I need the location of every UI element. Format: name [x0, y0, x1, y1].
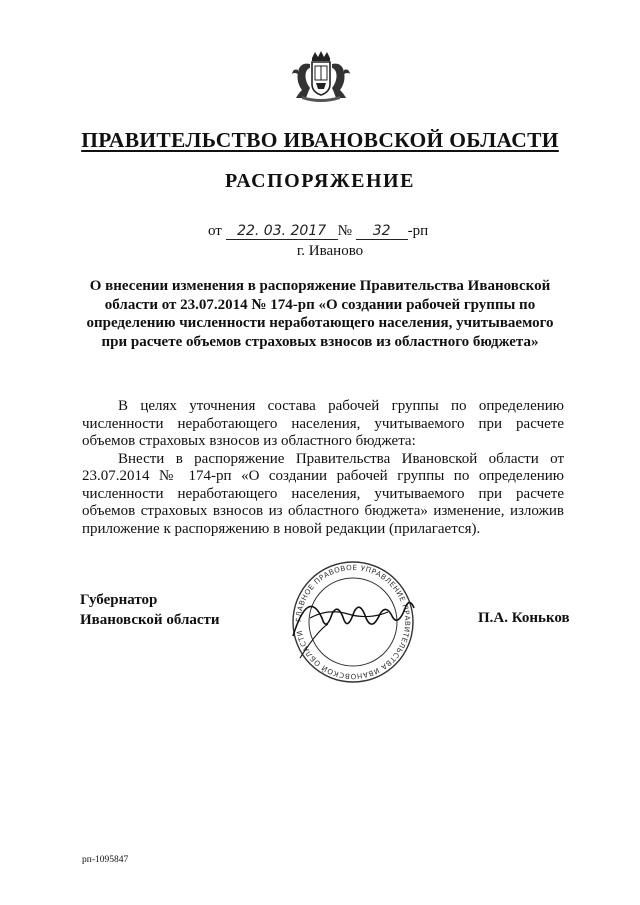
organization-title: ПРАВИТЕЛЬСТВО ИВАНОВСКОЙ ОБЛАСТИ	[81, 128, 559, 152]
handwritten-number: 32	[356, 223, 408, 240]
official-stamp-icon	[288, 558, 418, 686]
registration-line	[208, 223, 428, 240]
handwritten-date: 22. 03. 2017	[226, 223, 338, 240]
number-suffix: -рп	[407, 223, 429, 239]
document-code: рп-1095847	[82, 855, 129, 865]
date-prefix: от	[208, 223, 222, 239]
city-line: г. Иваново	[296, 243, 364, 259]
number-sign: №	[337, 223, 352, 239]
signer-name: П.А. Коньков	[478, 610, 570, 626]
body-paragraph: В целях уточнения состава рабочей группы по определению численности неработающего населения, учитываемого при расчете объемов страховых взносов из областного бюджета:	[82, 398, 564, 449]
body-paragraph: Внести в распоряжение Правительства Ивановской области от 23.07.2014 № 174-рп «О создании рабочей группы по определению численности неработающего населения, учитываемого при расчете объемов страховых взносов из областного бюджета» изменение, изложив приложение к распоряжению в новой редакции (прилагается).	[82, 450, 564, 537]
signer-position	[80, 590, 220, 630]
document-subject: О внесении изменения в распоряжение Правительства Ивановской области от 23.07.2014 № 174-рп «О создании рабочей группы по определению численности неработающего населения, учитываемого при расчете объемов страховых взносов из областного бюджета»	[86, 278, 554, 350]
document-body	[82, 398, 564, 538]
document-type-heading: РАСПОРЯЖЕНИЕ	[225, 170, 415, 192]
stamp-text: ГЛАВНОЕ ПРАВОВОЕ УПРАВЛЕНИЕ ПРАВИТЕЛЬСТВА ИВАНОВСКОЙ ОБЛАСТИ	[293, 562, 413, 682]
coat-of-arms-icon	[290, 50, 352, 102]
signer-position-line: Ивановской области	[80, 612, 220, 628]
svg-text:ГЛАВНОЕ ПРАВОВОЕ УПРАВЛЕНИЕ ПР	[294, 563, 412, 681]
signer-position-line: Губернатор	[80, 592, 158, 608]
